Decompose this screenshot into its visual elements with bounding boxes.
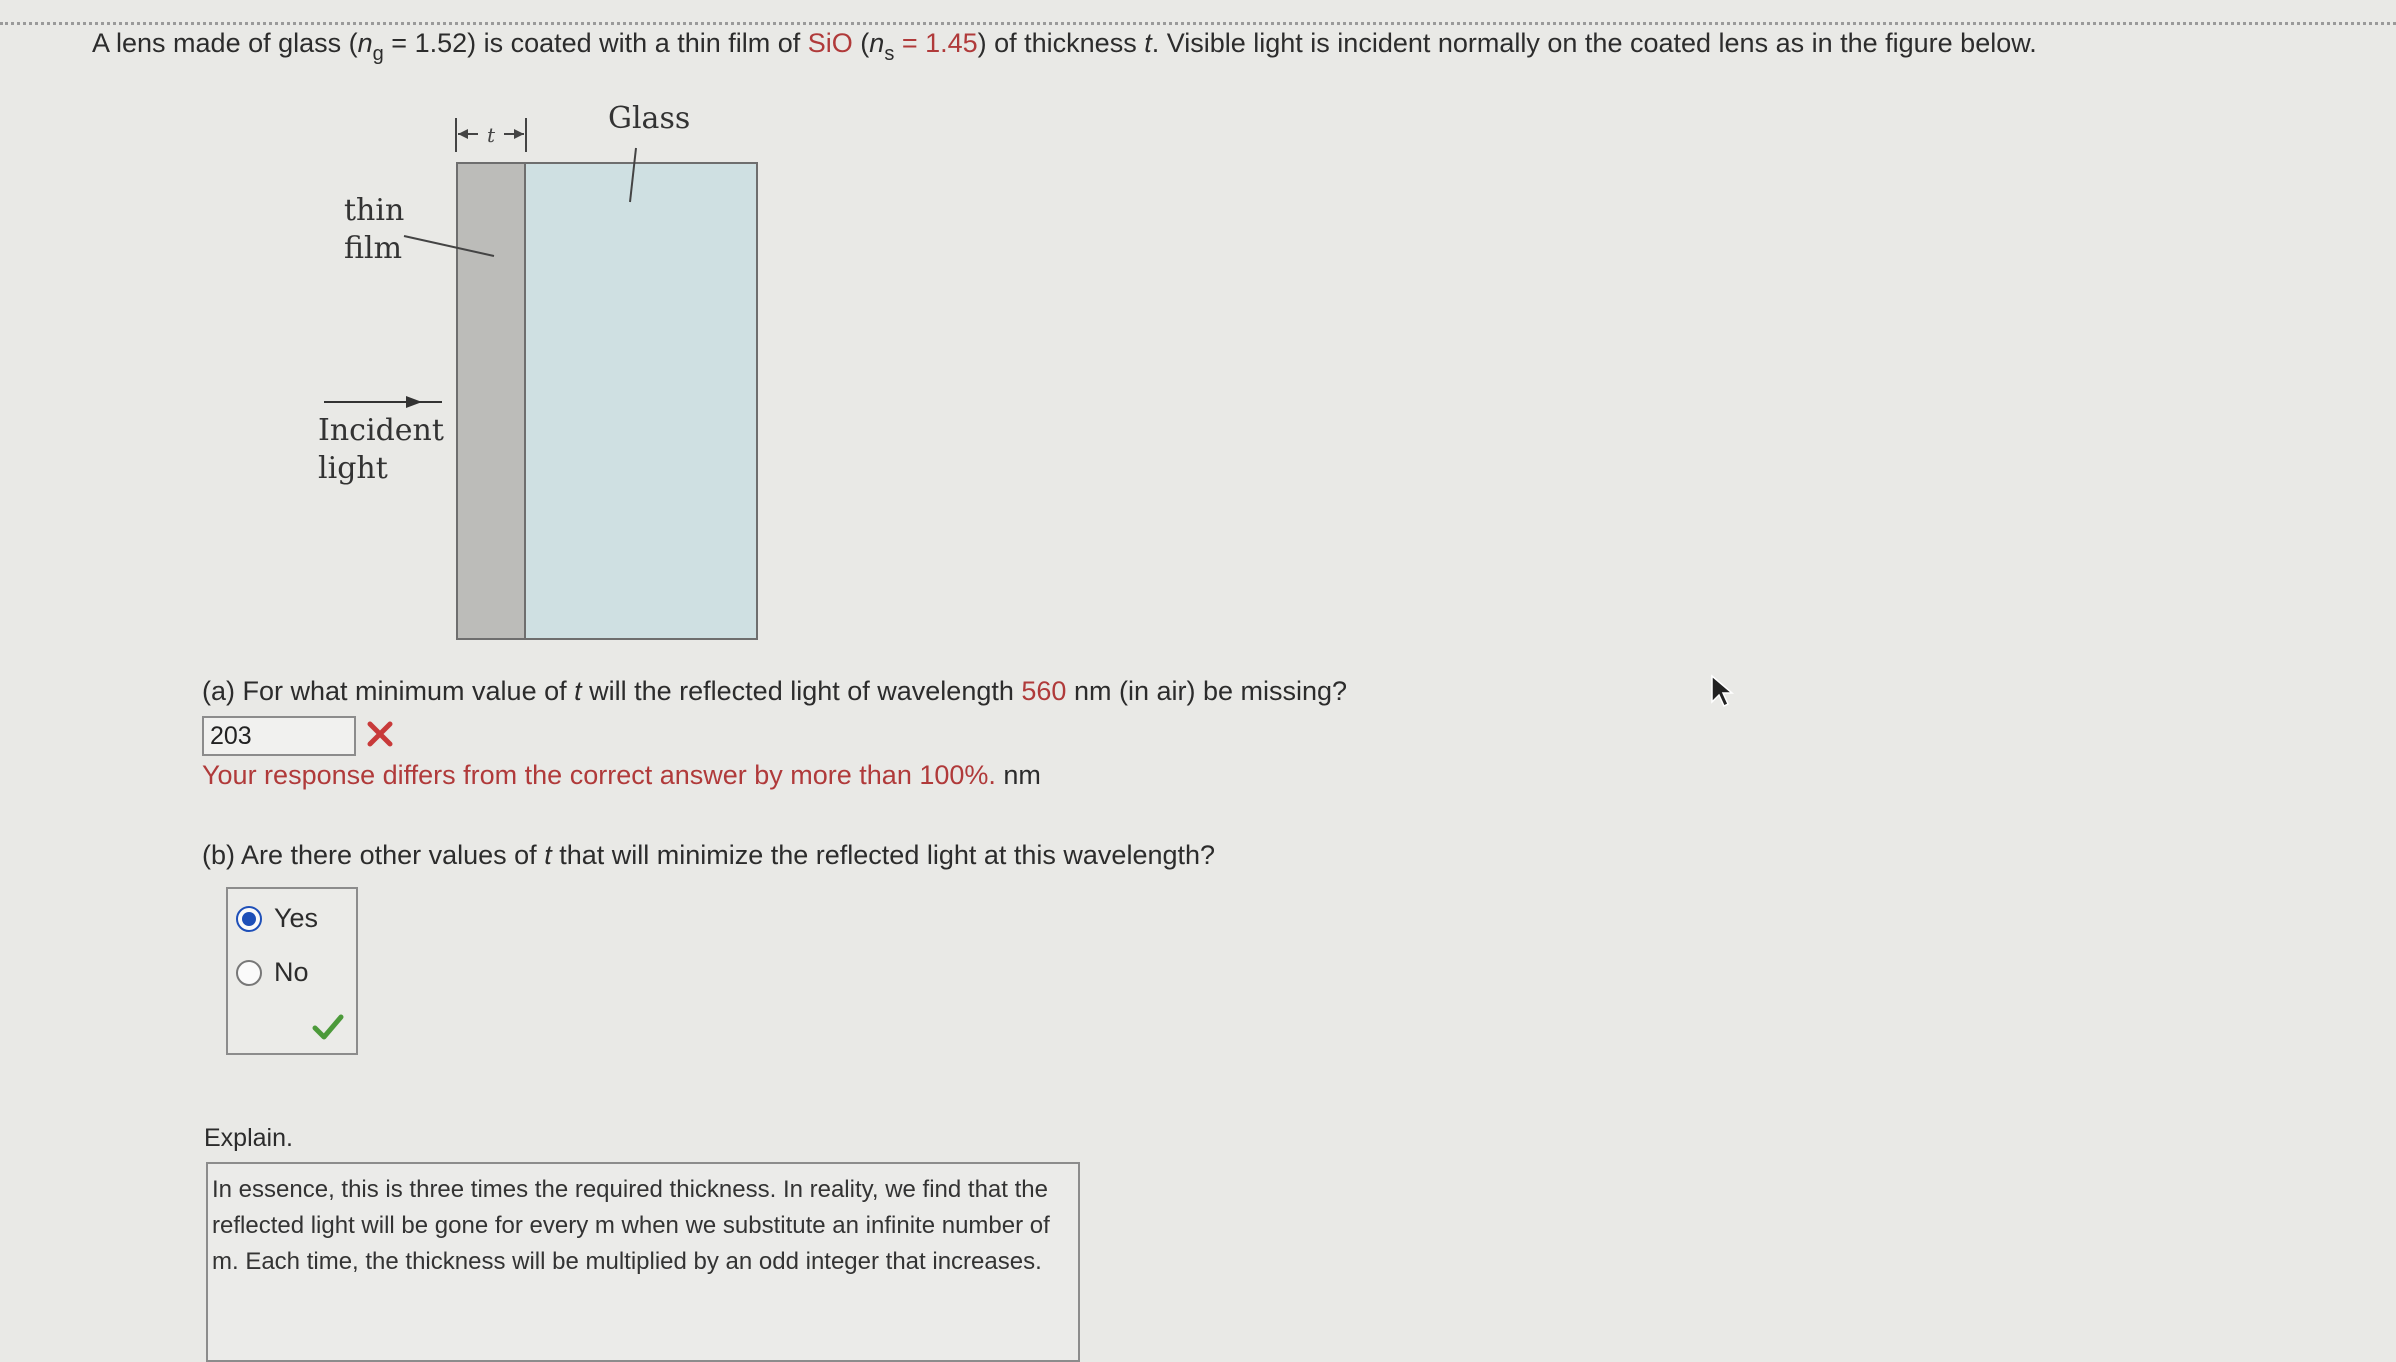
ng-value: = 1.52 [383, 28, 468, 58]
radio-group-b [226, 887, 358, 1055]
answer-unit: nm [995, 760, 1041, 790]
feedback-a [202, 760, 1041, 791]
explain-label: Explain. [204, 1124, 293, 1152]
question-a-text: will the reflected light of wavelength [581, 676, 1022, 706]
glass-label: Glass [608, 101, 691, 136]
film-material: SiO [807, 28, 853, 58]
question-b-text: (b) Are there other values of [202, 840, 545, 870]
answer-a-input[interactable]: 203 [202, 716, 356, 756]
ns-variable: n [869, 28, 885, 58]
problem-text: ( [852, 28, 870, 58]
correct-check-icon [312, 1013, 344, 1041]
thickness-t-label: t [486, 123, 496, 147]
question-a [202, 676, 1347, 707]
figure-annotations [300, 100, 780, 660]
thin-film-figure [300, 100, 780, 660]
thin-film-label-line2: film [344, 231, 403, 266]
top-divider [0, 22, 2396, 25]
radio-label-yes: Yes [274, 903, 319, 933]
radio-button-no[interactable] [236, 960, 262, 986]
problem-statement [92, 28, 2037, 66]
radio-option-no[interactable] [236, 957, 309, 988]
incident-light-label-line2: light [318, 451, 388, 486]
problem-text: A lens made of glass ( [92, 28, 358, 58]
question-b [202, 840, 1215, 871]
wavelength-value: 560 [1021, 676, 1067, 706]
explain-textarea[interactable]: In essence, this is three times the required thickness. In reality, we find that the reflected light will be gone for every m when we substitute an infinite number of m. Each time, the thickness will be multiplied by an odd integer that increases. [206, 1162, 1080, 1362]
incorrect-x-icon [364, 716, 396, 750]
radio-option-yes[interactable] [236, 903, 318, 934]
incident-light-label-line1: Incident [318, 413, 444, 448]
question-b-text: that will minimize the reflected light at this wavelength? [551, 840, 1216, 870]
mouse-cursor-icon [1710, 674, 1736, 710]
problem-text: ) is coated with a thin film of [467, 28, 808, 58]
ng-subscript: g [372, 43, 384, 65]
feedback-message: Your response differs from the correct answer by more than 100%. [202, 760, 996, 790]
ns-subscript: s [884, 43, 895, 65]
question-a-variable: t [574, 676, 582, 706]
question-a-text: nm (in air) be missing? [1066, 676, 1348, 706]
ns-value: = 1.45 [894, 28, 978, 58]
ng-variable: n [357, 28, 373, 58]
problem-text: ) of thickness [977, 28, 1145, 58]
question-a-text: (a) For what minimum value of [202, 676, 575, 706]
radio-button-yes[interactable] [236, 906, 262, 932]
thin-film-label-line1: thin [344, 193, 405, 228]
problem-text: . Visible light is incident normally on the coated lens as in the figure below. [1151, 28, 2037, 58]
t-variable: t [1144, 28, 1152, 58]
radio-label-no: No [274, 957, 309, 987]
question-b-variable: t [544, 840, 552, 870]
